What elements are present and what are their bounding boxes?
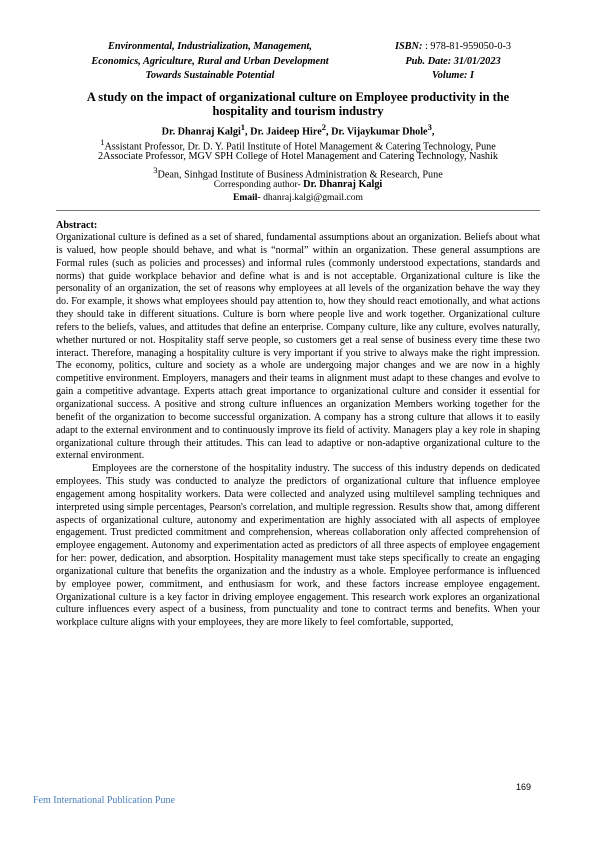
- author-2-marker: 2: [321, 122, 326, 132]
- journal-title-line-1: Environmental, Industrialization, Management,: [108, 41, 312, 52]
- corresponding-author-name: Dr. Dhanraj Kalgi: [303, 179, 383, 190]
- corresponding-author-label: Corresponding author-: [213, 179, 304, 190]
- abstract-body: [56, 232, 540, 630]
- volume-number: Volume: I: [431, 70, 475, 81]
- abstract-paragraph-2: Employees are the cornerstone of the hospitality industry. The success of this industry depends on dedicated employees. This study was conducted to analyze the predictors of organizational culture that influence employee engagement among hospitality workers. Data were collected and analyzed using multilevel sampling techniques and interpreted using simple percentages, Pearson's correlation, and multiple regression. Results show that, among different aspects of organizational culture, autonomy and experimentation are highly associated with all aspects of employee engagement. Trust predicted commitment and comprehension, whereas collaboration only affected comprehension of employee engagement. Autonomy and experimentation acted as predictors of all three aspects of employee engagement for her: power, dedication, and absorption. Hospitality management must take steps specifically to create an engaging organizational culture that benefits the organization and the industry as a whole. Employee performance is influenced by employee power, commitment, and enthusiasm for work, and these factors increase employee engagement. Organizational culture is a key factor in driving employee engagement. This research work explores an organizational culture influences every aspect of a business, from punctuality and tone to contract terms and benefits. When your workplace culture aligns with your employees, they are more likely to feel comfortable, supported,: [56, 463, 540, 629]
- affiliation-1-text: Assistant Professor, Dr. D. Y. Patil Institute of Hotel Management & Catering Technology, Pune: [104, 141, 496, 153]
- author-list-tail: ,: [431, 126, 435, 138]
- author-email: [56, 191, 540, 204]
- publisher-footer: Fem International Publication Pune: [33, 795, 175, 806]
- abstract-paragraph-1: Organizational culture is defined as a set of shared, fundamental assumptions about an organization. Beliefs about what is valued, how people should behave, and what is “normal” within an organization. These general assumptions are Formal rules (such as policies and processes) and informal rules (commonly understood expectations, standards and norms) that guide workplace behavior and define what is and is not acceptable. Organizational culture is like the personality of an organization, the set of reasons why employees at all levels of the organization behave the way they do. For example, it shows what employees should pay attention to, how they should react emotionally, and what actions they should take in different situations. Culture is born where people live and work together. Organizational culture refers to the beliefs, values, and attitudes that define an enterprise. Company culture, like any culture, evolves naturally, whether nurtured or not. Hospitality staff serve people, so customers get a real sense of business every time these two interact. Therefore, managing a hospitality culture is very important if you strive to always make the right impression. The economy, politics, culture and society as a whole are undergoing major changes and we are now in a highly competitive environment. Employers, managers and their teams in alignment must adapt to these changes and evolve to gain a competitive advantage. Experts attach great importance to organizational culture and consider it essential for organizational success. A positive and strong culture influences an organization Members working together for the benefit of the organization to become successful organization. A company has a strong culture that allows it to easily adapt to the external environment and to continuously improve its field of activity. Managers play a key role in shaping organizational culture through their attitudes. This can lead to adaptive or non-adaptive organizational culture to the external environment.: [56, 232, 540, 462]
- corresponding-author: [56, 178, 540, 191]
- paper-title-line-1: A study on the impact of organizational culture on Employee productivity in the: [86, 90, 510, 104]
- affiliation-2: 2Associate Professor, MGV SPH College of Hotel Management and Catering Technology, Nashik: [98, 151, 498, 162]
- author-3-marker: 3: [427, 122, 432, 132]
- paper-title: [56, 90, 540, 118]
- affiliation-1-marker: 1: [100, 137, 105, 147]
- section-divider: [56, 210, 540, 211]
- affiliation-3-text: Dean, Sinhgad Institute of Business Administration & Research, Pune: [157, 169, 443, 181]
- abstract-heading: Abstract:: [56, 220, 98, 231]
- author-1: Dr. Dhanraj Kalgi: [161, 126, 241, 138]
- isbn-line: [372, 40, 534, 55]
- journal-title-header: [58, 40, 362, 84]
- publication-date: Pub. Date: 31/01/2023: [405, 55, 501, 67]
- email-address: dhanraj.kalgi@gmail.com: [260, 192, 364, 203]
- publication-info-header: [372, 40, 534, 84]
- author-1-marker: 1: [240, 122, 246, 132]
- affiliation-3-marker: 3: [153, 165, 158, 175]
- isbn-label: ISBN:: [394, 41, 423, 52]
- page-number: 169: [516, 782, 532, 792]
- journal-title-line-3: Towards Sustainable Potential: [145, 70, 275, 81]
- email-label: Email-: [232, 192, 261, 203]
- author-3: , Dr. Vijaykumar Dhole: [325, 126, 428, 138]
- author-2: , Dr. Jaideep Hire: [245, 126, 322, 138]
- journal-title-line-2: Economics, Agriculture, Rural and Urban Development: [91, 55, 329, 67]
- paper-title-line-2: hospitality and tourism industry: [212, 104, 384, 118]
- isbn-value: : 978-81-959050-0-3: [422, 41, 512, 52]
